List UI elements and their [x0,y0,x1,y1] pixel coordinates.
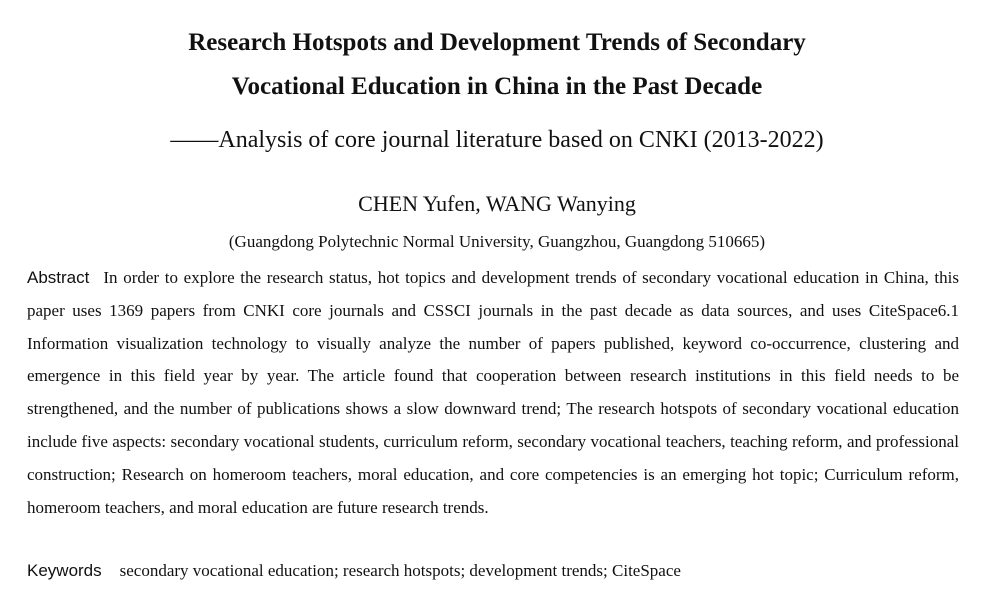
paper-affiliation: (Guangdong Polytechnic Normal University, Guangzhou, Guangdong 510665) [228,232,766,251]
abstract-label: Abstract [27,268,90,287]
paper-title-line-2: Vocational Education in China in the Past Decade [231,73,763,100]
keywords-label: Keywords [27,561,102,580]
keywords-text: secondary vocational education; research hotspots; development trends; CiteSpace [119,561,681,580]
paper-authors: CHEN Yufen, WANG Wanying [358,191,636,216]
abstract-text: In order to explore the research status, hot topics and development trends of secondary vocational education in China, this paper uses 1369 papers from CNKI core journals and CSSCI journals in the past decade as data sources, and uses CiteSpace6.1 Information visualization technology to visually analyze the number of papers published, keyword co-occurrence, clustering and emergence in this field year by year. The article found that cooperation between research institutions in this field needs to be strengthened, and the number of publications shows a slow downward trend; The research hotspots of secondary vocational education include five aspects: secondary vocational students, curriculum reform, secondary vocational teachers, teaching reform, and professional construction; Research on homeroom teachers, moral education, and core competencies is an emerging hot topic; Curriculum reform, homeroom teachers, and moral education are future research trends. [27,268,959,517]
keywords-section [27,557,959,585]
paper-title-line-1: Research Hotspots and Development Trends of Secondary [188,29,806,56]
paper-subtitle: ——Analysis of core journal literature based on CNKI (2013-2022) [170,127,824,153]
abstract-section [27,262,959,524]
